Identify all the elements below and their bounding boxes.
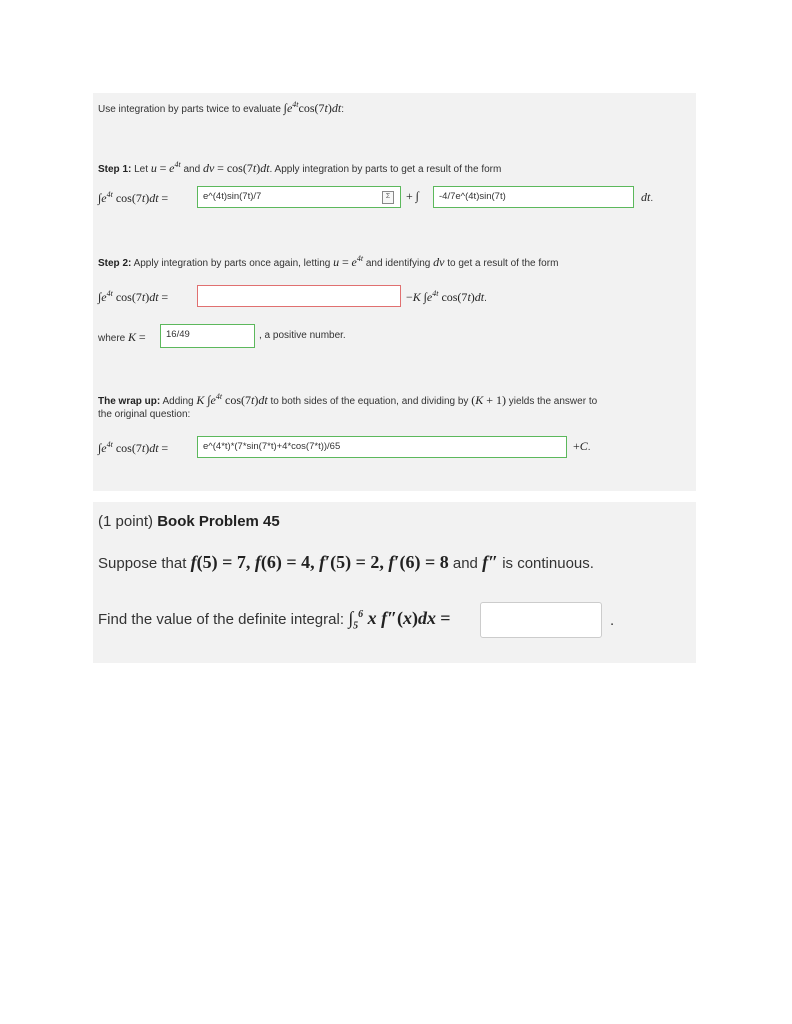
wrapup-line2 <box>98 409 190 420</box>
wrapup-text-a: Adding <box>162 396 194 407</box>
step1-text-b: and <box>183 164 201 175</box>
equation-editor-icon[interactable]: Σ <box>382 191 394 204</box>
step1-dt: dt. <box>641 190 654 204</box>
wrapup-text-d: the original question: <box>98 409 191 420</box>
k-note-text: , a positive number. <box>259 330 346 341</box>
wrapup-heading: The wrap up: <box>98 396 161 407</box>
step1-answer2-input[interactable] <box>433 186 634 208</box>
k-input[interactable] <box>160 324 255 348</box>
find-line: Find the value of the definite integral: $\int_5^6$ x f″(x)dx = <box>98 608 451 632</box>
step2-formula-lhs: $\int e^{4t}$ cos(7t)dt = <box>98 289 169 304</box>
k-value: 16/49 <box>166 329 190 340</box>
find-text: Find the value of the definite integral: <box>98 611 344 628</box>
continuous-text: is continuous. <box>502 555 594 572</box>
step1-line: Step 1: Let $u = e^{4t}$ and dv = cos(7t)dt. Apply integration by parts to get a result of the form <box>98 160 502 175</box>
step2-heading: Step 2: <box>98 258 132 269</box>
plus-integral: + ∫ <box>406 189 419 203</box>
definite-integral-input[interactable] <box>480 602 602 638</box>
k-line: where K = <box>98 330 146 344</box>
intro-math: $\int e^{4t}$ <box>283 100 299 115</box>
wrapup-text-c: yields the answer to <box>508 396 598 407</box>
and-text: and <box>452 555 478 572</box>
step1-text-a: Let <box>134 164 149 175</box>
suppose-line: Suppose that f(5) = 7, f(6) = 4, f′(5) = 2, f′(6) = 8 and f″ is continuous. <box>98 552 594 572</box>
step1-answer2-value: -4/7e^(4t)sin(7t) <box>439 191 506 202</box>
intro-line: Use integration by parts twice to evaluate $\int e^{4t}\cos(7t)dt$: <box>98 100 344 115</box>
step1-text-c: . Apply integration by parts to get a result of the form <box>269 164 502 175</box>
k-note <box>259 330 346 341</box>
step2-text-c: to get a result of the form <box>447 258 559 269</box>
step1-answer1-value: e^(4t)sin(7t)/7 <box>203 191 262 202</box>
points-label: (1 point) <box>98 513 154 530</box>
wrapup-answer-value: e^(4*t)*(7*sin(7*t)+4*cos(7*t))/65 <box>203 441 341 452</box>
intro-text: Use integration by parts twice to evaluate <box>98 104 281 115</box>
period: . <box>610 612 615 629</box>
problem-heading <box>98 513 280 530</box>
problem-panel-integration <box>93 93 696 491</box>
wrapup-text-b: to both sides of the equation, and dividing by <box>270 396 469 407</box>
step2-text-b: and identifying <box>365 258 431 269</box>
problem-title: Book Problem 45 <box>157 513 280 530</box>
step1-heading: Step 1: <box>98 164 132 175</box>
wrapup-answer-input[interactable] <box>197 436 567 458</box>
step1-formula-lhs: $\int e^{4t}$ cos(7t)dt = <box>98 190 169 205</box>
step2-text-a: Apply integration by parts once again, letting <box>133 258 331 269</box>
step1-answer1-input[interactable] <box>197 186 401 208</box>
wrapup-line: The wrap up: Adding K $\int e^{4t}$ cos(7t)dt to both sides of the equation, and dividing by (K + 1) yields the answer to <box>98 392 598 407</box>
problem-panel-book-45 <box>93 502 696 663</box>
where-text: where <box>98 333 126 344</box>
wrapup-formula-lhs: $\int e^{4t}$ cos(7t)dt = <box>98 440 169 455</box>
step2-formula-rhs: −K $\int e^{4t}$ cos(7t)dt. <box>406 289 487 304</box>
step2-answer-input[interactable] <box>197 285 401 307</box>
step2-line: Step 2: Apply integration by parts once again, letting $u = e^{4t}$ and identifying dv to get a result of the form <box>98 254 559 269</box>
suppose-text: Suppose that <box>98 555 187 572</box>
plus-c: +C. <box>573 439 591 453</box>
